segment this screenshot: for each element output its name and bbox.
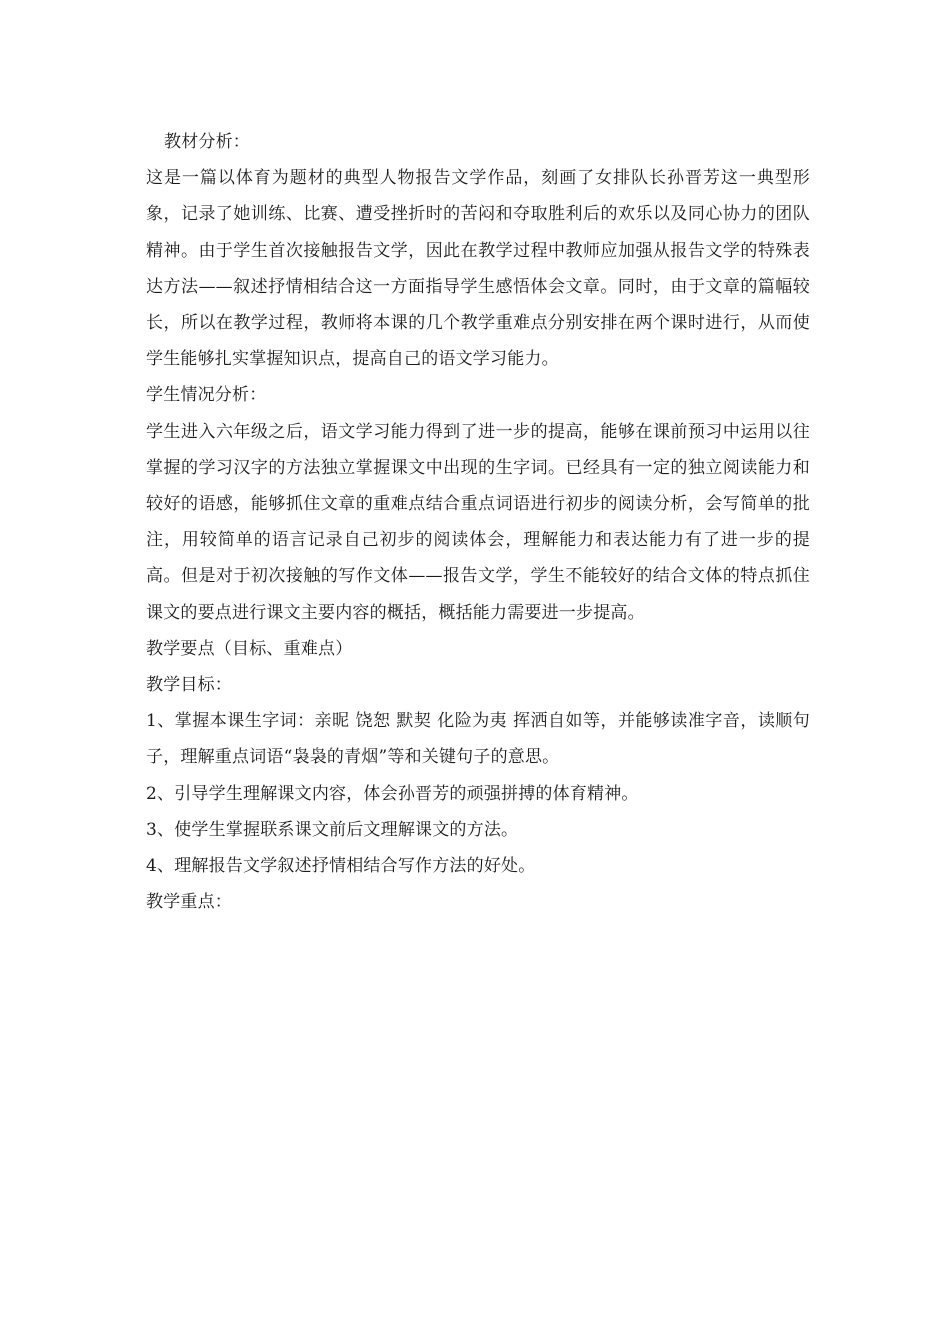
material-analysis-text: 这是一篇以体育为题材的典型人物报告文学作品，刻画了女排队长孙晋芳这一典型形象，记录了她训练、比赛、遭受挫折时的苦闷和夺取胜利后的欢乐以及同心协力的团队精神。由于学生首次接触报告文学，因此在教学过程中教师应加强从报告文学的特殊表达方法——叙述抒情相结合这一方面指导学生感悟体会文章。同时，由于文章的篇幅较长，所以在教学过程，教师将本课的几个教学重难点分别安排在两个课时进行，从而使学生能够扎实掌握知识点，提高自己的语文学习能力。 (146, 168, 810, 370)
student-analysis-heading: 学生情况分析： (146, 385, 267, 406)
teaching-goal-item: 4、理解报告文学叙述抒情相结合写作方法的好处。 (146, 856, 536, 877)
teaching-focus-heading: 教学重点： (146, 892, 232, 913)
material-analysis-heading: 教材分析： (164, 132, 250, 152)
document-body (146, 124, 810, 920)
teaching-goal-item: 1、掌握本课生字词：亲昵 饶恕 默契 化险为夷 挥洒自如等，并能够读准字音，读顺句子，理解重点词语“袅袅的青烟”等和关键句子的意思。 (146, 711, 810, 768)
teaching-goal-item: 3、使学生掌握联系课文前后文理解课文的方法。 (146, 819, 519, 840)
student-analysis-text: 学生进入六年级之后，语文学习能力得到了进一步的提高，能够在课前预习中运用以往掌握的学习汉字的方法独立掌握课文中出现的生字词。已经具有一定的独立阅读能力和较好的语感，能够抓住文章的重难点结合重点词语进行初步的阅读分析，会写简单的批注，用较简单的语言记录自己初步的阅读体会，理解能力和表达能力有了进一步的提高。但是对于初次接触的写作文体——报告文学，学生不能较好的结合文体的特点抓住课文的要点进行课文主要内容的概括，概括能力需要进一步提高。 (146, 421, 810, 623)
teaching-goal-item: 2、引导学生理解课文内容，体会孙晋芳的顽强拼搏的体育精神。 (146, 783, 639, 804)
teaching-goals-heading: 教学目标： (146, 675, 232, 696)
teaching-key-points-heading: 教学要点（目标、重难点） (146, 638, 353, 659)
